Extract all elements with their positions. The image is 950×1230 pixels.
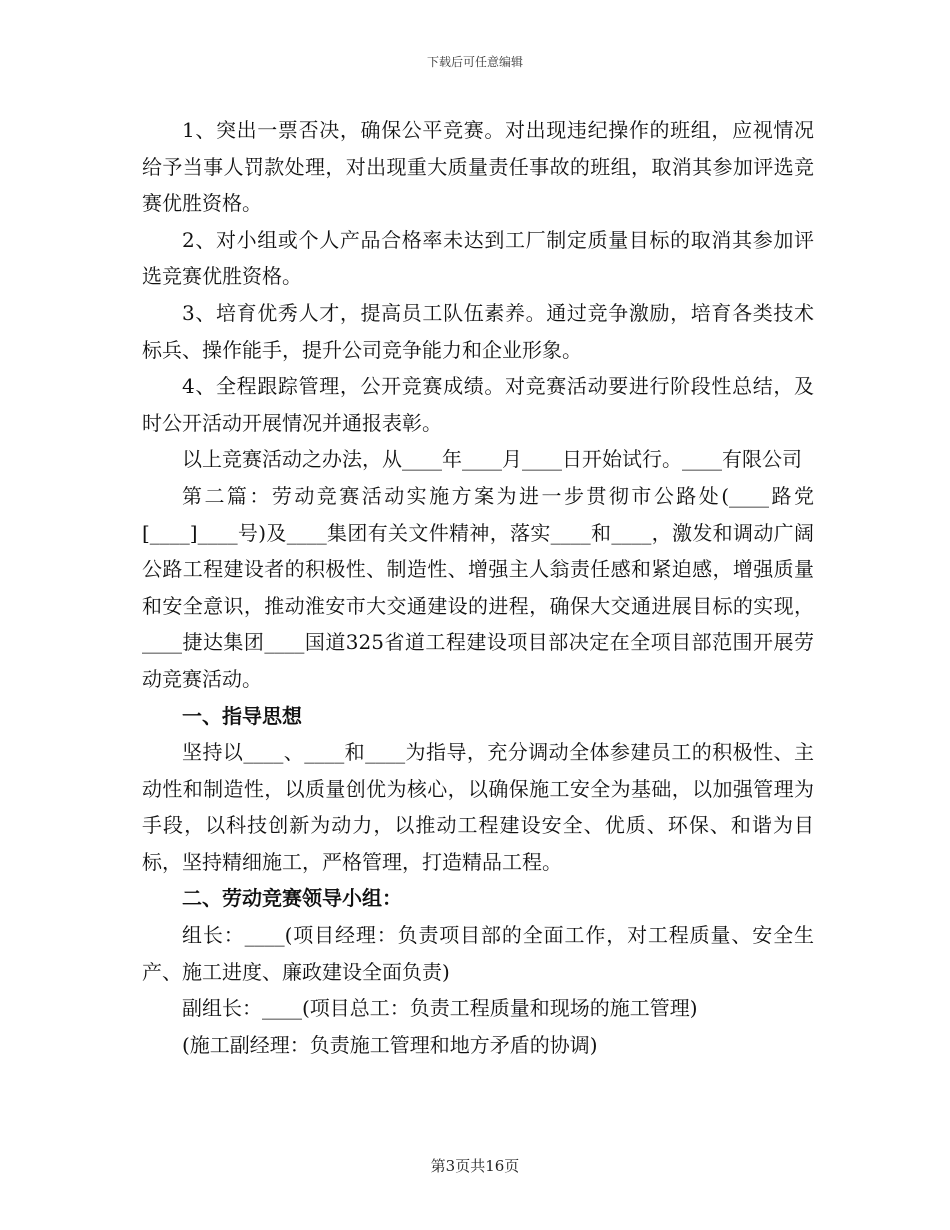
document-body — [142, 112, 814, 1063]
rule-4-paragraph: 4、全程跟踪管理，公开竞赛成绩。对竞赛活动要进行阶段性总结，及时公开活动开展情况并通报表彰。 — [142, 374, 814, 435]
section-heading-guiding-ideology: 一、指导思想 — [182, 703, 302, 728]
trial-date-paragraph: 以上竞赛活动之办法，从____年____月____日开始试行。____有限公司 — [182, 447, 802, 472]
page-header-note: 下载后可任意编辑 — [426, 55, 523, 69]
construction-deputy-paragraph: (施工副经理：负责施工管理和地方矛盾的协调) — [182, 1032, 598, 1057]
rule-1-paragraph: 1、突出一票否决，确保公平竞赛。对出现违纪操作的班组，应视情况给予当事人罚款处理，对出现重大质量责任事故的班组，取消其参加评选竞赛优胜资格。 — [142, 118, 814, 216]
rule-2-paragraph: 2、对小组或个人产品合格率未达到工厂制定质量目标的取消其参加评选竞赛优胜资格。 — [142, 227, 814, 289]
section-heading-leadership-group: 二、劳动竞赛领导小组： — [182, 886, 402, 911]
page-number-footer: 第3页共16页 — [430, 1157, 520, 1175]
guiding-ideology-paragraph: 坚持以____、____和____为指导，充分调动全体参建员工的积极性、主动性和制造性，以质量创优为核心，以确保施工安全为基础，以加强管理为手段，以科技创新为动力，以推动工程建设安全、优质、环保、和谐为目标，坚持精细施工，严格管理，打造精品工程。 — [142, 740, 814, 874]
group-leader-paragraph: 组长：____(项目经理：负责项目部的全面工作，对工程质量、安全生产、施工进度、廉政建设全面负责) — [142, 923, 814, 984]
chapter-two-intro-paragraph: 第二篇：劳动竞赛活动实施方案为进一步贯彻市公路处(____路党[____]____号)及____集团有关文件精神，落实____和____，激发和调动广阔公路工程建设者的积极性、制造性、增强主人翁责任感和紧迫感，增强质量和安全意识，推动淮安市大交通建设的进程，确保大交通进展目标的实现，____捷达集团____国道325省道工程建设项目部决定在全项目部范围开展劳动竞赛活动。 — [142, 483, 814, 691]
deputy-leader-paragraph: 副组长：____(项目总工：负责工程质量和现场的施工管理) — [182, 996, 698, 1021]
rule-3-paragraph: 3、培育优秀人才，提高员工队伍素养。通过竞争激励，培育各类技术标兵、操作能手，提升公司竞争能力和企业形象。 — [142, 300, 814, 362]
